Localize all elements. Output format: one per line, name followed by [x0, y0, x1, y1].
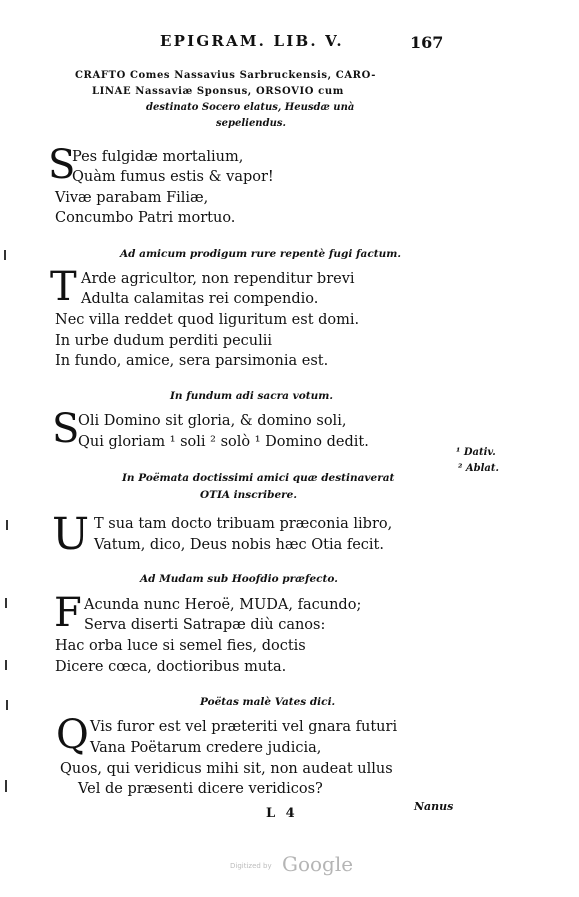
page-number: 167: [410, 33, 444, 52]
google-logo: Google: [282, 852, 354, 876]
margin-note-dativ: ¹ Dativ.: [456, 447, 496, 458]
epigram-6-line-1: Vis furor est vel præteriti vel gnara futuri: [90, 719, 398, 735]
digitized-by-label: Digitized by: [230, 862, 272, 870]
epigram-1-caption-line-2: LINAE Nassaviæ Sponsus, ORSOVIO cum: [92, 86, 344, 97]
digitized-by-google-watermark: [230, 852, 354, 878]
epigram-4-line-2: Vatum, dico, Deus nobis hæc Otia fecit.: [94, 537, 384, 553]
scan-mark: [5, 598, 7, 608]
running-head: EPIGRAM. LIB. V.: [160, 32, 344, 50]
epigram-1-line-2: Quàm fumus estis & vapor!: [72, 169, 274, 185]
epigram-4-title-line-1: In Poëmata doctissimi amici quæ destinaverat: [122, 472, 395, 484]
epigram-2-line-1: Arde agricultor, non rependitur brevi: [81, 271, 355, 287]
epigram-3-dropcap: S: [52, 406, 80, 452]
epigram-6-line-4: Vel de præsenti dicere veridicos?: [78, 781, 323, 797]
epigram-2-title: Ad amicum prodigum rure repentè fugi factum.: [120, 248, 401, 260]
epigram-3-line-1: Oli Domino sit gloria, & domino soli,: [78, 413, 347, 429]
epigram-6-line-3: Quos, qui veridicus mihi sit, non audeat ullus: [60, 761, 393, 777]
epigram-2-line-2: Adulta calamitas rei compendio.: [81, 291, 319, 307]
scan-mark: [6, 700, 8, 710]
signature-mark: L 4: [266, 806, 298, 821]
epigram-4-title-line-2: OTIA inscribere.: [200, 489, 298, 501]
epigram-1-caption-line-4: sepeliendus.: [216, 118, 286, 129]
epigram-1-caption-line-3: destinato Socero elatus, Heusdæ unà: [146, 102, 355, 113]
scan-mark: [6, 520, 8, 530]
epigram-3-title: In fundum adi sacra votum.: [170, 390, 333, 402]
epigram-1-line-3: Vivæ parabam Filiæ,: [55, 190, 209, 206]
epigram-1-line-1: Pes fulgidæ mortalium,: [72, 149, 244, 165]
epigram-6-line-2: Vana Poëtarum credere judicia,: [90, 740, 322, 756]
epigram-5-dropcap: F: [54, 590, 82, 636]
epigram-2-line-3: Nec villa reddet quod liguritum est domi.: [55, 312, 360, 328]
scan-mark: [5, 660, 7, 670]
epigram-2-line-4: In urbe dudum perditi peculii: [55, 333, 273, 349]
epigram-5-line-3: Hac orba luce si semel fies, doctis: [55, 638, 306, 654]
epigram-3-line-2: Qui gloriam ¹ soli ² solò ¹ Domino dedit.: [78, 434, 369, 450]
epigram-1-caption-line-1: CRAFTO Comes Nassavius Sarbruckensis, CARO-: [75, 70, 377, 81]
epigram-5-line-2: Serva diserti Satrapæ diù canos:: [84, 617, 326, 633]
epigram-5-title: Ad Mudam sub Hoofdio præfecto.: [140, 573, 338, 585]
epigram-6-dropcap: Q: [56, 712, 89, 758]
epigram-4-dropcap: U: [52, 509, 90, 560]
epigram-4-line-1: T sua tam docto tribuam præconia libro,: [94, 516, 393, 532]
margin-note-ablat: ² Ablat.: [458, 463, 499, 474]
epigram-6-title: Poëtas malè Vates dici.: [200, 696, 336, 708]
epigram-1-dropcap: S: [48, 142, 76, 188]
epigram-5-line-1: Acunda nunc Heroë, MUDA, facundo;: [84, 597, 362, 613]
epigram-5-line-4: Dicere cœca, doctioribus muta.: [55, 659, 287, 675]
epigram-2-line-5: In fundo, amice, sera parsimonia est.: [55, 353, 329, 369]
scan-mark: [4, 250, 6, 260]
catchword: Nanus: [414, 800, 454, 813]
scan-mark: [5, 780, 7, 792]
epigram-2-dropcap: T: [50, 264, 77, 310]
epigram-1-line-4: Concumbo Patri mortuo.: [55, 210, 236, 226]
page-header: [0, 32, 579, 54]
